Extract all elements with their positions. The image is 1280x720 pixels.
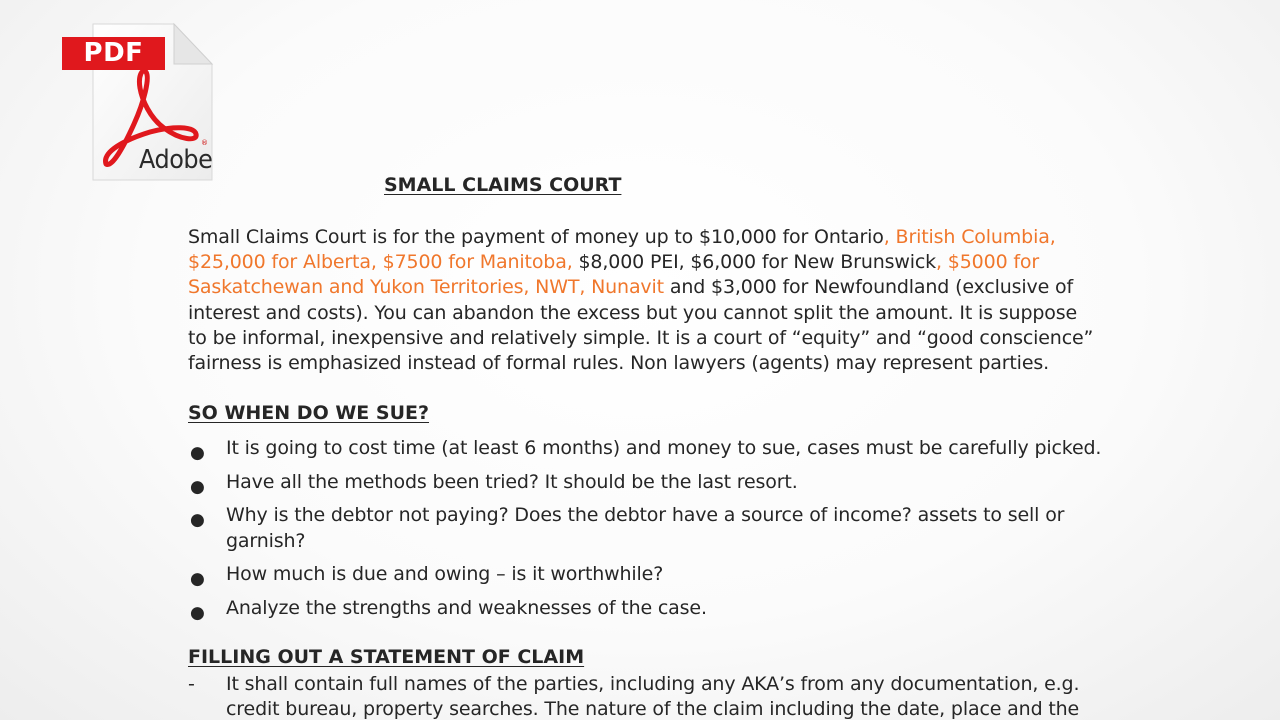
bullet-icon: ● bbox=[190, 569, 205, 590]
intro-line bbox=[188, 250, 1188, 275]
body-text: Small Claims Court is for the payment of money up to $10,000 for Ontario bbox=[188, 226, 884, 248]
list-item bbox=[188, 596, 1101, 624]
registered-mark: ® bbox=[201, 139, 208, 147]
section-heading-when-to-sue: SO WHEN DO WE SUE? bbox=[188, 402, 430, 424]
highlighted-text: , British Columbia, bbox=[883, 226, 1056, 248]
list-item-text: garnish? bbox=[226, 529, 306, 552]
intro-line bbox=[188, 326, 1188, 351]
list-item-text: Have all the methods been tried? It should be the last resort. bbox=[226, 470, 798, 493]
list-item bbox=[188, 562, 1101, 590]
intro-line bbox=[188, 275, 1188, 300]
intro-line bbox=[188, 301, 1188, 326]
body-text: and $3,000 for Newfoundland (exclusive of bbox=[663, 276, 1074, 299]
dash-bullet-icon: - bbox=[188, 673, 195, 695]
list-item bbox=[188, 470, 1101, 495]
list-item-text: It is going to cost time (at least 6 months) and money to sue, cases must be carefully picked. bbox=[226, 437, 1102, 459]
adobe-brand-text: Adobe bbox=[139, 145, 213, 175]
when-to-sue-list bbox=[188, 436, 1101, 630]
body-text: fairness is emphasized instead of formal rules. Non lawyers (agents) may represent parties. bbox=[188, 352, 1049, 375]
list-item bbox=[188, 672, 1079, 720]
list-item-text: It shall contain full names of the parties, including any AKA’s from any documentation, e.g. bbox=[226, 673, 1080, 695]
pdf-badge: PDF bbox=[62, 37, 165, 70]
statement-of-claim-list bbox=[188, 672, 1079, 720]
list-item-text: How much is due and owing – is it worthwhile? bbox=[226, 563, 664, 586]
body-text: $8,000 PEI, $6,000 for New Brunswick bbox=[572, 251, 937, 274]
intro-line bbox=[188, 225, 1188, 250]
body-text: to be informal, inexpensive and relatively simple. It is a court of “equity” and “good conscience” bbox=[188, 326, 1094, 349]
document-title: SMALL CLAIMS COURT bbox=[384, 174, 622, 196]
list-item-text: credit bureau, property searches. The nature of the claim including the date, place and the bbox=[226, 698, 1080, 720]
highlighted-text: , $5000 for bbox=[936, 251, 1040, 274]
bullet-icon: ● bbox=[190, 510, 205, 531]
bullet-icon: ● bbox=[190, 443, 205, 463]
list-item-text: Analyze the strengths and weaknesses of the case. bbox=[226, 597, 707, 620]
section-heading-statement-of-claim: FILLING OUT A STATEMENT OF CLAIM bbox=[188, 646, 585, 668]
bullet-icon: ● bbox=[190, 476, 205, 497]
bullet-icon: ● bbox=[190, 603, 205, 624]
highlighted-text: $25,000 for Alberta, $7500 for Manitoba, bbox=[188, 251, 573, 274]
list-item bbox=[188, 436, 1101, 461]
list-item bbox=[188, 503, 1101, 553]
intro-paragraph bbox=[188, 225, 1188, 376]
intro-line bbox=[188, 351, 1188, 376]
highlighted-text: Saskatchewan and Yukon Territories, NWT, Nunavit bbox=[188, 276, 664, 299]
body-text: interest and costs). You can abandon the excess but you cannot split the amount. It is suppose bbox=[188, 301, 1078, 324]
pdf-file-icon bbox=[62, 22, 214, 182]
list-item-text: Why is the debtor not paying? Does the debtor have a source of income? assets to sell or bbox=[226, 504, 1065, 527]
